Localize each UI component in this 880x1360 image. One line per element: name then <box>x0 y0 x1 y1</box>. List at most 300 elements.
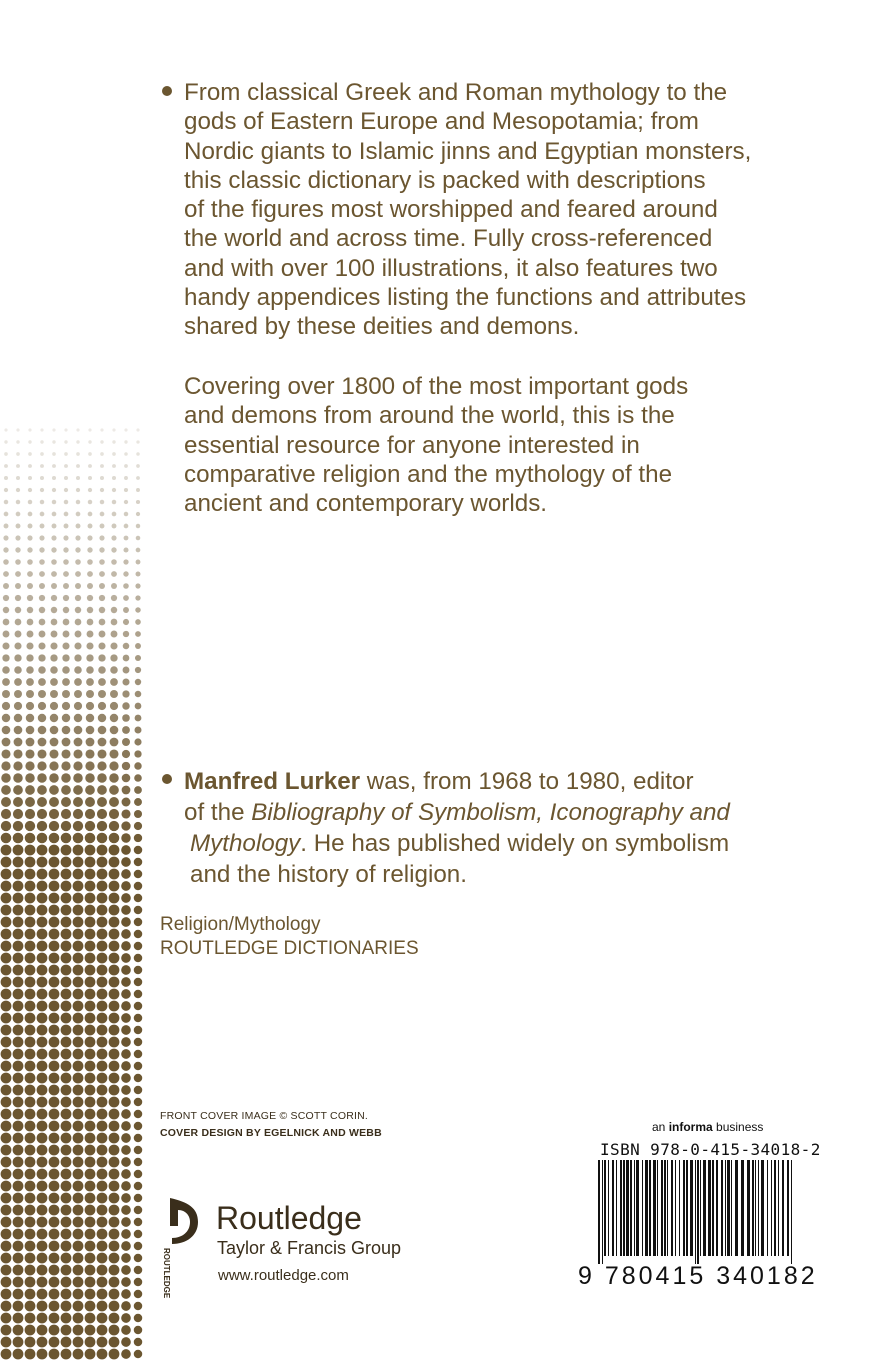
halftone-dot <box>1 1061 12 1072</box>
halftone-dot <box>124 524 129 529</box>
halftone-dot <box>37 1265 48 1276</box>
halftone-dot <box>109 833 120 844</box>
barcode-bar <box>664 1160 666 1256</box>
halftone-dot <box>49 1205 60 1216</box>
halftone-dot <box>109 1337 120 1348</box>
halftone-dot <box>136 524 140 528</box>
halftone-dot <box>28 488 32 492</box>
halftone-dot <box>73 1325 84 1336</box>
halftone-dot <box>13 1001 24 1012</box>
halftone-dot <box>136 500 140 504</box>
halftone-dot <box>16 464 20 468</box>
halftone-dot <box>13 1337 24 1348</box>
halftone-dot <box>134 918 143 927</box>
informa-tagline: an informa business <box>652 1120 764 1134</box>
halftone-dot <box>15 607 21 613</box>
halftone-dot <box>134 1134 143 1143</box>
barcode-bar <box>767 1160 768 1256</box>
halftone-dot <box>40 464 44 468</box>
halftone-dot <box>49 1037 60 1048</box>
halftone-dot <box>109 941 120 952</box>
halftone-dot <box>14 702 22 710</box>
halftone-dot <box>1 1133 12 1144</box>
halftone-dot <box>109 1013 120 1024</box>
halftone-dot <box>62 738 71 747</box>
halftone-dot <box>1 773 11 783</box>
halftone-dot <box>16 512 21 517</box>
halftone-dot <box>76 452 80 456</box>
halftone-dot <box>16 440 19 443</box>
halftone-dot <box>123 595 129 601</box>
halftone-dot <box>27 547 32 552</box>
halftone-dot <box>25 785 35 795</box>
halftone-dot <box>61 1217 72 1228</box>
halftone-dot <box>109 1133 120 1144</box>
halftone-dot <box>134 762 141 769</box>
halftone-dot <box>85 1217 96 1228</box>
halftone-dot <box>63 595 69 601</box>
barcode-bar <box>774 1160 776 1256</box>
barcode <box>596 1160 800 1264</box>
halftone-dot <box>25 773 35 783</box>
halftone-dot <box>97 953 108 964</box>
halftone-dot <box>73 1253 84 1264</box>
barcode-bar <box>791 1160 792 1264</box>
halftone-dot <box>40 500 45 505</box>
halftone-dot <box>85 809 95 819</box>
halftone-dot <box>1 1097 12 1108</box>
halftone-dot <box>73 941 84 952</box>
halftone-dot <box>73 881 84 892</box>
halftone-dot <box>13 1349 24 1360</box>
halftone-dot <box>27 559 33 565</box>
halftone-dot <box>73 1193 84 1204</box>
halftone-dot <box>40 428 43 431</box>
halftone-dot <box>25 1061 36 1072</box>
halftone-dot <box>121 1133 131 1143</box>
halftone-dot <box>50 642 57 649</box>
halftone-dot <box>86 726 95 735</box>
halftone-dot <box>73 917 84 928</box>
halftone-dot <box>63 631 70 638</box>
halftone-dot <box>37 1301 48 1312</box>
halftone-dot <box>13 1013 24 1024</box>
barcode-bar <box>623 1160 625 1256</box>
halftone-dot <box>85 1169 96 1180</box>
halftone-dot <box>1 1253 12 1264</box>
halftone-dot <box>49 845 60 856</box>
halftone-dot <box>1 1085 12 1096</box>
halftone-dot <box>100 428 103 431</box>
halftone-dot <box>25 965 36 976</box>
halftone-dot <box>134 1086 143 1095</box>
barcode-bar <box>708 1160 711 1256</box>
publisher-url[interactable]: www.routledge.com <box>218 1267 349 1284</box>
halftone-dot <box>109 1229 120 1240</box>
halftone-dot <box>97 1289 108 1300</box>
halftone-dot <box>99 619 106 626</box>
barcode-bar <box>636 1160 639 1256</box>
halftone-dot <box>51 535 56 540</box>
halftone-dot <box>86 738 95 747</box>
halftone-dot <box>25 893 36 904</box>
halftone-dot <box>134 1254 143 1263</box>
halftone-dot <box>25 1001 36 1012</box>
halftone-dot <box>1 1325 12 1336</box>
informa-brand: informa <box>668 1120 713 1134</box>
halftone-dot <box>121 857 131 867</box>
halftone-dot <box>134 1170 143 1179</box>
halftone-dot <box>13 1109 24 1120</box>
halftone-dot <box>76 524 81 529</box>
halftone-dot <box>37 833 48 844</box>
halftone-dot <box>85 1073 96 1084</box>
halftone-dot <box>14 654 21 661</box>
halftone-dot <box>27 619 34 626</box>
halftone-dot <box>122 750 130 758</box>
halftone-dot <box>37 929 48 940</box>
halftone-dot <box>13 761 22 770</box>
halftone-dot <box>110 654 117 661</box>
halftone-dot <box>134 1230 143 1239</box>
halftone-dot <box>97 905 108 916</box>
halftone-dot <box>49 1301 60 1312</box>
halftone-dot <box>13 1061 24 1072</box>
halftone-dot <box>97 1145 108 1156</box>
halftone-dot <box>123 619 129 625</box>
routledge-logo <box>160 1196 210 1299</box>
halftone-dot <box>49 965 60 976</box>
halftone-dot <box>124 488 128 492</box>
barcode-digits: 9 780415 340182 <box>578 1262 818 1290</box>
halftone-dot <box>88 428 91 431</box>
halftone-dot <box>74 738 83 747</box>
halftone-dot <box>4 428 7 431</box>
halftone-dot <box>97 965 108 976</box>
halftone-dot <box>99 607 105 613</box>
halftone-dot <box>15 619 22 626</box>
halftone-dot <box>52 512 57 517</box>
description-paragraph-1 <box>184 78 751 342</box>
halftone-dot <box>135 679 141 685</box>
halftone-dot <box>73 797 83 807</box>
paragraph-line: and with over 100 illustrations, it also features two <box>184 254 718 282</box>
halftone-dot <box>13 941 24 952</box>
halftone-dot <box>1 1157 12 1168</box>
halftone-dot <box>73 857 84 868</box>
halftone-dot <box>51 547 56 552</box>
halftone-dot <box>40 512 45 517</box>
halftone-dot <box>61 797 71 807</box>
halftone-dot <box>134 750 141 757</box>
halftone-dot <box>13 929 24 940</box>
halftone-dot <box>62 690 70 698</box>
halftone-dot <box>73 761 82 770</box>
halftone-dot <box>73 905 84 916</box>
halftone-dot <box>37 1097 48 1108</box>
halftone-dot <box>39 547 44 552</box>
halftone-dot <box>98 690 106 698</box>
halftone-dot <box>88 512 93 517</box>
halftone-dot <box>61 1241 72 1252</box>
halftone-dot <box>121 809 130 818</box>
halftone-dot <box>37 965 48 976</box>
halftone-dot <box>109 869 120 880</box>
halftone-dot <box>1 1073 12 1084</box>
halftone-dot <box>97 1229 108 1240</box>
barcode-bar <box>642 1160 643 1256</box>
halftone-dot <box>76 512 81 517</box>
halftone-dot <box>97 857 108 868</box>
halftone-dot <box>134 1206 143 1215</box>
halftone-dot <box>28 452 32 456</box>
halftone-dot <box>87 547 92 552</box>
halftone-dot <box>25 1073 36 1084</box>
barcode-bar <box>679 1160 680 1256</box>
halftone-dot <box>1 809 11 819</box>
halftone-dot <box>61 989 72 1000</box>
halftone-dot <box>1 905 12 916</box>
halftone-dot <box>37 989 48 1000</box>
halftone-dot <box>121 1241 131 1251</box>
halftone-dot <box>135 619 141 625</box>
halftone-dot <box>14 738 23 747</box>
halftone-dot <box>4 452 8 456</box>
halftone-dot <box>98 654 105 661</box>
halftone-dot <box>49 1217 60 1228</box>
halftone-dot <box>13 857 24 868</box>
halftone-dot <box>37 893 48 904</box>
halftone-dot <box>87 595 93 601</box>
halftone-dot <box>73 953 84 964</box>
halftone-dot <box>25 1229 36 1240</box>
barcode-bar <box>657 1160 658 1256</box>
halftone-dot <box>26 726 35 735</box>
halftone-dot <box>110 642 117 649</box>
halftone-dot <box>49 797 59 807</box>
halftone-dot <box>25 1337 36 1348</box>
halftone-dot <box>98 666 106 674</box>
halftone-dot <box>111 559 117 565</box>
halftone-dot <box>121 1277 131 1287</box>
barcode-bar <box>667 1160 668 1256</box>
halftone-dot <box>85 1325 96 1336</box>
halftone-dot <box>85 929 96 940</box>
halftone-dot <box>74 666 82 674</box>
halftone-dot <box>49 1133 60 1144</box>
halftone-dot <box>61 1325 72 1336</box>
barcode-bar <box>727 1160 730 1256</box>
halftone-dot <box>121 845 131 855</box>
halftone-dot <box>51 583 57 589</box>
halftone-dot <box>109 785 119 795</box>
halftone-dot <box>52 500 57 505</box>
halftone-dot <box>61 773 71 783</box>
halftone-dot <box>85 797 95 807</box>
halftone-dot <box>39 559 45 565</box>
halftone-dot <box>86 666 94 674</box>
halftone-dot <box>122 786 131 795</box>
halftone-dot <box>38 702 46 710</box>
halftone-dot <box>123 547 128 552</box>
halftone-dot <box>88 464 92 468</box>
halftone-dot <box>13 965 24 976</box>
halftone-dot <box>15 559 21 565</box>
halftone-dot <box>97 1181 108 1192</box>
halftone-dot <box>134 738 141 745</box>
halftone-dot <box>123 571 128 576</box>
halftone-dot <box>134 1338 143 1347</box>
halftone-dot <box>109 1061 120 1072</box>
halftone-dot <box>109 1001 120 1012</box>
halftone-dot <box>73 1301 84 1312</box>
halftone-dot <box>85 1181 96 1192</box>
halftone-dot <box>13 1277 24 1288</box>
halftone-dot <box>73 977 84 988</box>
halftone-dot <box>49 1145 60 1156</box>
halftone-dot <box>122 726 130 734</box>
halftone-dot <box>1 1013 12 1024</box>
bullet-icon <box>162 86 172 96</box>
paragraph-line: this classic dictionary is packed with descriptions <box>184 166 706 194</box>
halftone-dot <box>16 500 21 505</box>
publisher-name: Routledge <box>216 1200 362 1236</box>
halftone-dot <box>39 571 45 577</box>
halftone-dot <box>85 1121 96 1132</box>
halftone-dot <box>86 714 94 722</box>
author-bio <box>184 766 730 890</box>
halftone-dot <box>1 1025 12 1036</box>
halftone-dot <box>97 797 107 807</box>
halftone-dot <box>64 476 68 480</box>
halftone-dot <box>1 1121 12 1132</box>
halftone-dot <box>49 833 60 844</box>
halftone-dot <box>121 1025 131 1035</box>
halftone-dot <box>97 1073 108 1084</box>
author-book-title-1: Bibliography of Symbolism, Iconography and <box>251 799 730 826</box>
halftone-dot <box>85 1265 96 1276</box>
halftone-dot <box>136 440 139 443</box>
halftone-dot <box>50 714 58 722</box>
halftone-dot <box>124 464 128 468</box>
halftone-dot <box>61 1061 72 1072</box>
halftone-dot <box>64 524 69 529</box>
halftone-dot <box>74 726 83 735</box>
halftone-dot <box>61 1301 72 1312</box>
barcode-bar <box>671 1160 673 1256</box>
halftone-dot <box>1 1145 12 1156</box>
halftone-dot <box>134 1194 143 1203</box>
paragraph-line: From classical Greek and Roman mythology to the <box>184 79 728 106</box>
halftone-dot <box>39 583 45 589</box>
halftone-dot <box>3 583 9 589</box>
halftone-dot <box>4 464 8 468</box>
halftone-dot <box>37 1313 48 1324</box>
halftone-dot <box>86 678 94 686</box>
halftone-dot <box>109 1289 120 1300</box>
halftone-dot <box>87 583 93 589</box>
halftone-dot <box>1 857 12 868</box>
barcode-bar <box>721 1160 723 1256</box>
halftone-dot <box>135 631 141 637</box>
halftone-dot <box>25 1037 36 1048</box>
halftone-dot <box>135 691 142 698</box>
halftone-dot <box>64 464 68 468</box>
halftone-dot <box>14 666 22 674</box>
halftone-dot <box>49 1313 60 1324</box>
halftone-dot <box>25 1181 36 1192</box>
halftone-dot <box>135 715 142 722</box>
halftone-dot <box>1 1265 12 1276</box>
halftone-dot <box>97 893 108 904</box>
halftone-dot <box>109 953 120 964</box>
halftone-dot <box>85 1301 96 1312</box>
halftone-dot <box>27 571 33 577</box>
halftone-dot <box>49 1013 60 1024</box>
barcode-bar <box>778 1160 779 1256</box>
author-name: Manfred Lurker <box>184 768 361 795</box>
routledge-vertical-text: ROUTLEDGE <box>162 1248 171 1299</box>
halftone-dot <box>86 642 93 649</box>
halftone-dot <box>134 978 143 987</box>
halftone-dot <box>13 1193 24 1204</box>
halftone-dot <box>39 631 46 638</box>
halftone-dot <box>49 1349 60 1360</box>
barcode-bar <box>604 1160 606 1256</box>
halftone-dot <box>61 1109 72 1120</box>
halftone-dot <box>135 643 141 649</box>
halftone-dot <box>85 893 96 904</box>
halftone-dot <box>97 1121 108 1132</box>
halftone-dot <box>121 821 130 830</box>
halftone-dot <box>15 595 21 601</box>
halftone-dot <box>85 917 96 928</box>
halftone-dot <box>13 869 24 880</box>
halftone-dot <box>85 1241 96 1252</box>
halftone-dot <box>134 834 142 842</box>
halftone-dot <box>37 1181 48 1192</box>
halftone-dot <box>100 452 104 456</box>
halftone-dot <box>14 678 22 686</box>
barcode-bar <box>683 1160 685 1256</box>
paragraph-line: handy appendices listing the functions and attributes <box>184 284 747 312</box>
halftone-dot <box>87 535 92 540</box>
halftone-dot <box>1 1241 12 1252</box>
halftone-dot <box>134 1038 143 1047</box>
barcode-bar <box>602 1160 603 1264</box>
halftone-dot <box>122 774 131 783</box>
halftone-dot <box>51 571 57 577</box>
halftone-dot <box>73 1181 84 1192</box>
halftone-dot <box>1 1301 12 1312</box>
halftone-dot <box>25 833 36 844</box>
series-name: ROUTLEDGE DICTIONARIES <box>160 938 419 959</box>
halftone-dot <box>62 702 70 710</box>
halftone-dot <box>62 678 70 686</box>
halftone-dot <box>97 1349 108 1360</box>
halftone-dot <box>37 941 48 952</box>
publisher-group: Taylor & Francis Group <box>217 1238 402 1258</box>
halftone-dot <box>61 881 72 892</box>
halftone-dot <box>49 761 58 770</box>
halftone-dot <box>50 654 57 661</box>
halftone-dot <box>110 726 119 735</box>
halftone-dot <box>121 917 131 927</box>
halftone-dot <box>97 773 107 783</box>
halftone-dot <box>52 476 56 480</box>
barcode-bar <box>690 1160 693 1256</box>
halftone-dot <box>97 1325 108 1336</box>
